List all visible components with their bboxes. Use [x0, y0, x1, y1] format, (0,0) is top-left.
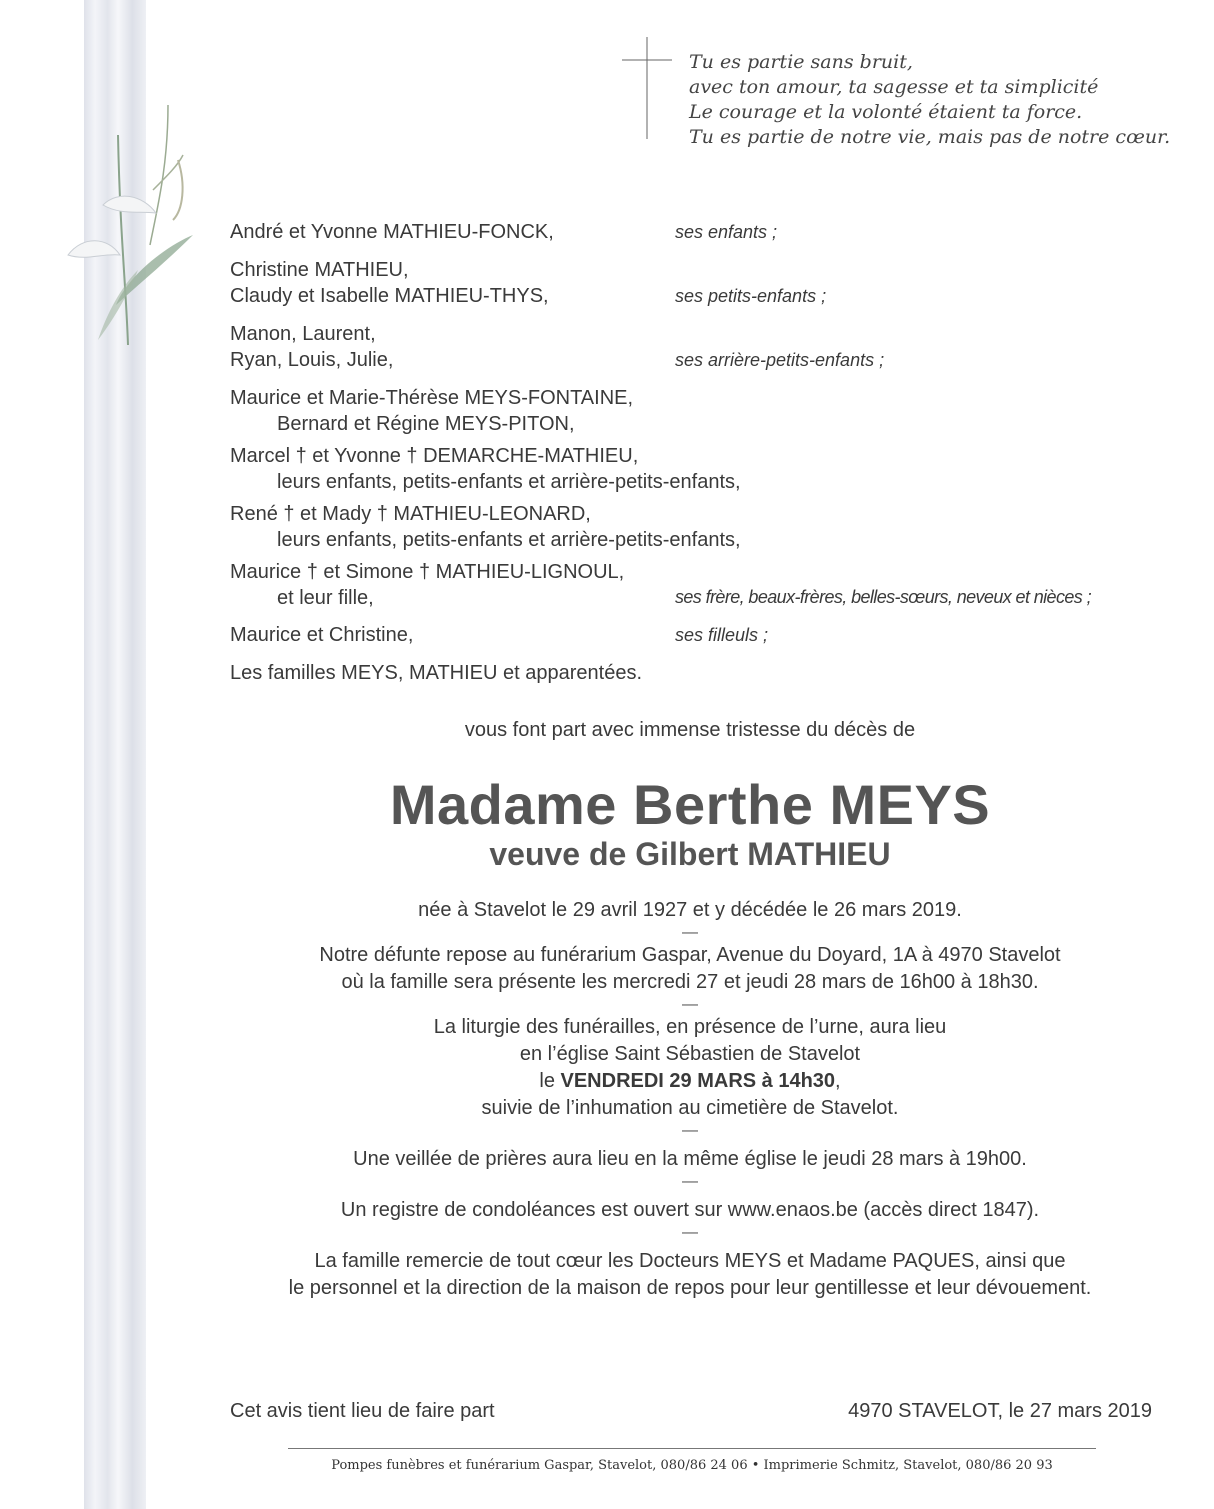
liturgy-suffix: , — [835, 1070, 841, 1092]
lily-flower-icon — [58, 95, 218, 355]
liturgy-line: en l’église Saint Sébastien de Stavelot — [519, 1043, 861, 1065]
family-line: Claudy et Isabelle MATHIEU-THYS, — [230, 285, 549, 307]
family-line: René † et Mady † MATHIEU-LEONARD, — [230, 503, 591, 525]
children-names — [230, 219, 554, 245]
footer-credits: Pompes funèbres et funérarium Gaspar, Stavelot, 080/86 24 06 • Imprimerie Schmitz, Stavelot, 080/86 20 93 — [331, 1458, 1053, 1473]
godchildren-names — [230, 622, 413, 648]
family-line: Maurice † et Simone † MATHIEU-LIGNOUL, — [230, 561, 625, 583]
announcement: vous font part avec immense tristesse du décès de — [464, 719, 916, 741]
family-line: et leur fille, — [277, 587, 374, 609]
separator: — — [682, 1173, 698, 1190]
liturgy-line: suivie de l’inhumation au cimetière de Stavelot. — [481, 1097, 899, 1119]
great-grandchildren-names — [230, 321, 393, 373]
family-line: André et Yvonne MATHIEU-FONCK, — [230, 221, 554, 243]
details-block — [200, 897, 1180, 1302]
liturgy-date: VENDREDI 29 MARS à 14h30 — [560, 1070, 836, 1092]
poem-line: Tu es partie sans bruit, — [689, 51, 913, 73]
family-line: leurs enfants, petits-enfants et arrière-petits-enfants, — [277, 471, 741, 493]
grandchildren-relation: ses petits-enfants ; — [675, 286, 827, 306]
thanks-line: La famille remercie de tout cœur les Docteurs MEYS et Madame PAQUES, ainsi que — [314, 1250, 1066, 1272]
cross-icon — [622, 37, 672, 139]
vigil: Une veillée de prières aura lieu en la même église le jeudi 28 mars à 19h00. — [353, 1148, 1027, 1170]
birth-death: née à Stavelot le 29 avril 1927 et y décédée le 26 mars 2019. — [418, 899, 962, 921]
families-line: Les familles MEYS, MATHIEU et apparentées. — [230, 662, 643, 684]
register: Un registre de condoléances est ouvert sur www.enaos.be (accès direct 1847). — [340, 1199, 1040, 1221]
poem-line: Tu es partie de notre vie, mais pas de notre cœur. — [689, 126, 1171, 148]
poem — [689, 50, 1209, 150]
deceased-subtitle: veuve de Gilbert MATHIEU — [489, 836, 891, 872]
liturgy-date-line — [200, 1068, 1180, 1095]
deceased-block — [200, 774, 1180, 872]
separator: — — [682, 924, 698, 941]
family-line: Marcel † et Yvonne † DEMARCHE-MATHIEU, — [230, 445, 639, 467]
poem-line: Le courage et la volonté étaient ta force. — [689, 101, 1083, 123]
great-grandchildren-relation: ses arrière-petits-enfants ; — [675, 350, 885, 370]
rest-line: où la famille sera présente les mercredi 27 et jeudi 28 mars de 16h00 à 18h30. — [341, 971, 1039, 993]
footer-divider — [288, 1448, 1096, 1449]
separator: — — [682, 996, 698, 1013]
siblings-names — [230, 385, 741, 611]
family-line: Maurice et Christine, — [230, 624, 414, 646]
children-relation: ses enfants ; — [675, 222, 778, 242]
family-line: Ryan, Louis, Julie, — [230, 349, 394, 371]
rest-line: Notre défunte repose au funérarium Gaspar, Avenue du Doyard, 1A à 4970 Stavelot — [319, 944, 1061, 966]
liturgy-prefix: le — [539, 1070, 561, 1092]
notice-left: Cet avis tient lieu de faire part — [230, 1400, 495, 1422]
separator: — — [682, 1224, 698, 1241]
notice-right: 4970 STAVELOT, le 27 mars 2019 — [848, 1400, 1152, 1422]
godchildren-relation: ses filleuls ; — [675, 625, 769, 645]
thanks-line: le personnel et la direction de la maison de repos pour leur gentillesse et leur dévouement. — [288, 1277, 1092, 1299]
family-line: Bernard et Régine MEYS-PITON, — [277, 413, 575, 435]
liturgy-line: La liturgie des funérailles, en présence de l’urne, aura lieu — [433, 1016, 947, 1038]
grandchildren-names — [230, 257, 549, 309]
family-line: leurs enfants, petits-enfants et arrière-petits-enfants, — [277, 529, 741, 551]
family-line: Maurice et Marie-Thérèse MEYS-FONTAINE, — [230, 387, 634, 409]
poem-line: avec ton amour, ta sagesse et ta simplicité — [689, 76, 1099, 98]
family-line: Christine MATHIEU, — [230, 259, 409, 281]
deceased-name: Madame Berthe MEYS — [389, 773, 991, 836]
separator: — — [682, 1122, 698, 1139]
family-line: Manon, Laurent, — [230, 323, 376, 345]
siblings-relation: ses frère, beaux-frères, belles-sœurs, neveux et nièces ; — [675, 587, 1091, 607]
